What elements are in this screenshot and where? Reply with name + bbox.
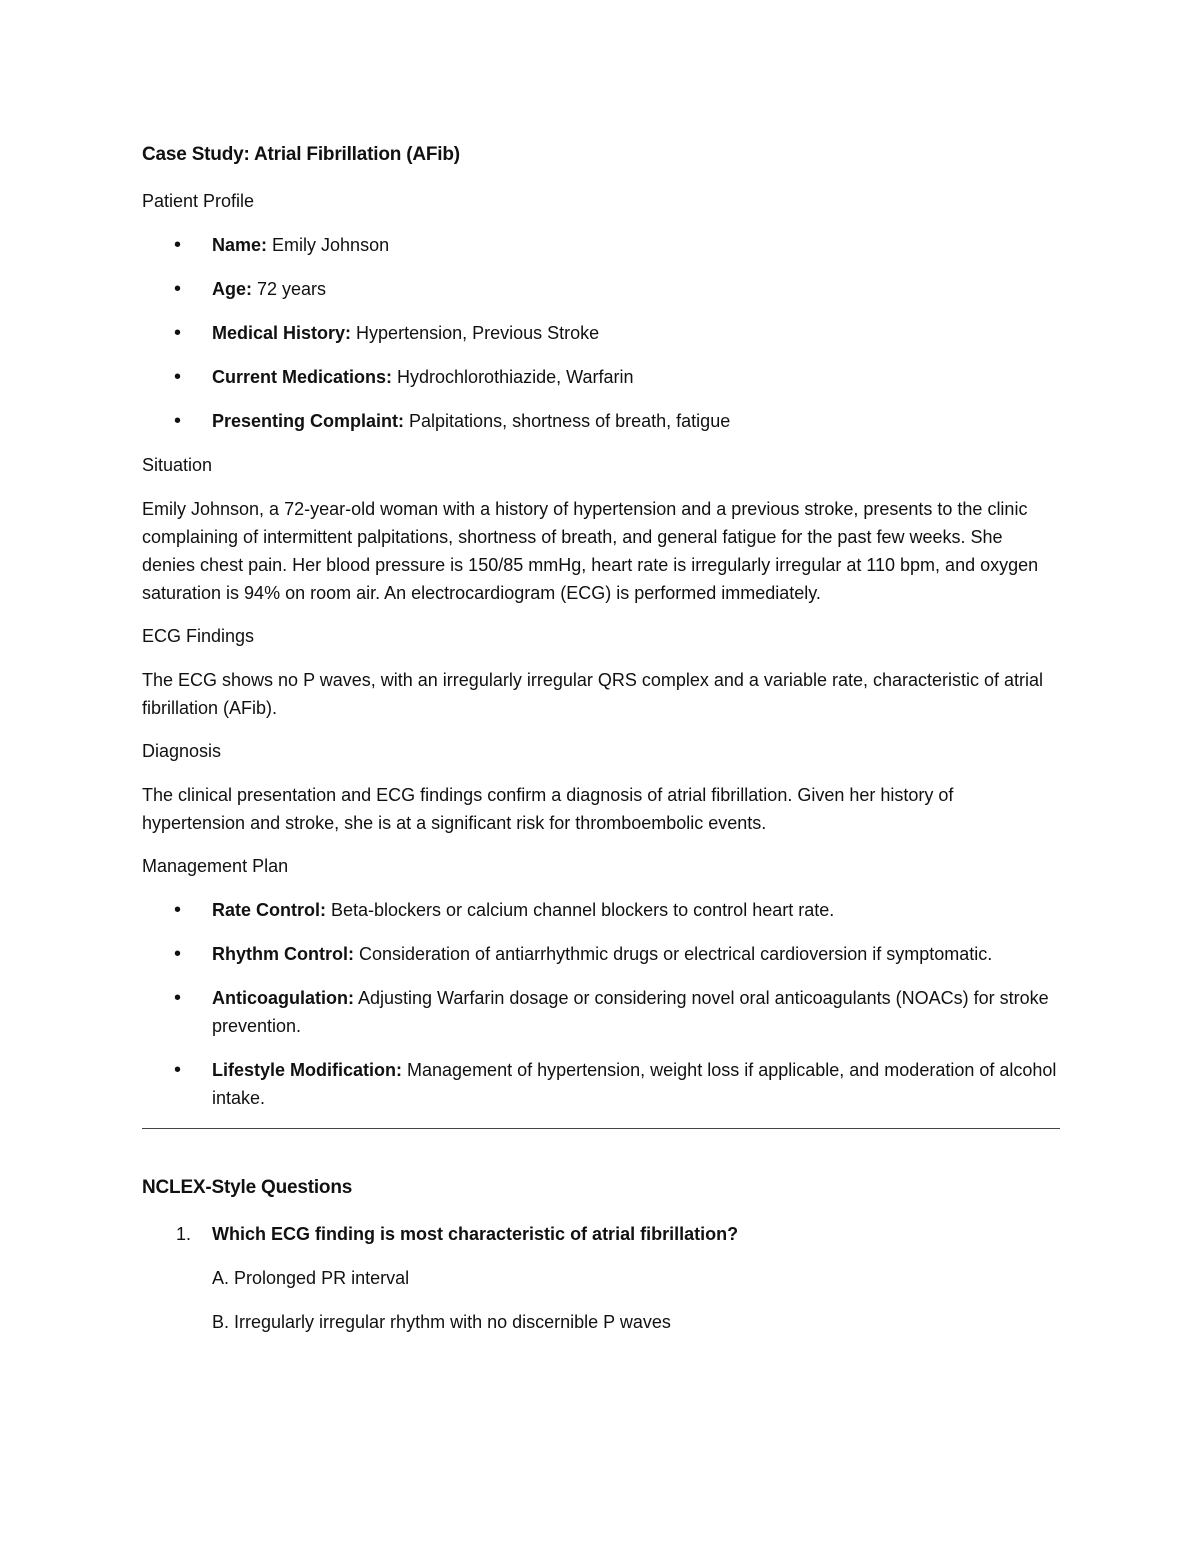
answer-option: A. Prolonged PR interval	[212, 1268, 410, 1288]
answer-option: B. Irregularly irregular rhythm with no discernible P waves	[212, 1312, 671, 1332]
list-item	[142, 363, 1060, 391]
item-value: Consideration of antiarrhythmic drugs or electrical cardioversion if symptomatic.	[353, 944, 993, 964]
item-label: Age:	[212, 279, 252, 299]
item-label: Anticoagulation:	[212, 988, 354, 1008]
management-plan-heading: Management Plan	[142, 856, 289, 876]
document-page	[142, 141, 1060, 1352]
item-label: Rhythm Control:	[212, 944, 354, 964]
management-plan-list	[142, 896, 1060, 1112]
question-item	[142, 1220, 1060, 1248]
situation-text: Emily Johnson, a 72-year-old woman with a history of hypertension and a previous stroke, presents to the clinic complaining of intermittent palpitations, shortness of breath, and general fatigue for the past few weeks. She denies chest pain. Her blood pressure is 150/85 mmHg, heart rate is irregularly irregular at 110 bpm, and oxygen saturation is 94% on room air. An electrocardiogram (ECG) is performed immediately.	[142, 499, 1039, 603]
patient-profile-heading: Patient Profile	[142, 191, 255, 211]
item-value: 72 years	[252, 279, 327, 299]
list-item	[142, 319, 1060, 347]
question-text: Which ECG finding is most characteristic of atrial fibrillation?	[212, 1224, 739, 1244]
list-item	[142, 940, 1060, 968]
item-value: Beta-blockers or calcium channel blockers to control heart rate.	[326, 900, 835, 920]
patient-profile-list	[142, 231, 1060, 435]
question-number: 1.	[176, 1224, 192, 1244]
list-item	[142, 407, 1060, 435]
item-label: Current Medications:	[212, 367, 393, 387]
item-label: Lifestyle Modification:	[212, 1060, 403, 1080]
ecg-findings-text: The ECG shows no P waves, with an irregularly irregular QRS complex and a variable rate, characteristic of atrial fibrillation (AFib).	[142, 670, 1044, 718]
list-item	[142, 896, 1060, 924]
list-item	[142, 231, 1060, 259]
item-value: Hypertension, Previous Stroke	[351, 323, 600, 343]
list-item	[142, 984, 1060, 1040]
item-value: Emily Johnson	[267, 235, 390, 255]
item-value: Management of hypertension, weight loss if applicable, and moderation of alcohol intake.	[212, 1060, 1057, 1108]
item-label: Medical History:	[212, 323, 352, 343]
document-title: Case Study: Atrial Fibrillation (AFib)	[142, 144, 460, 165]
diagnosis-text: The clinical presentation and ECG findings confirm a diagnosis of atrial fibrillation. Given her history of hypertension and stroke, she is at a significant risk for thromboembolic events.	[142, 785, 954, 833]
diagnosis-heading: Diagnosis	[142, 741, 222, 761]
item-value: Adjusting Warfarin dosage or considering novel oral anticoagulants (NOACs) for stroke prevention.	[212, 988, 1049, 1036]
item-label: Presenting Complaint:	[212, 411, 405, 431]
nclex-heading: NCLEX-Style Questions	[142, 1177, 353, 1198]
list-item	[142, 1056, 1060, 1112]
item-value: Palpitations, shortness of breath, fatigue	[404, 411, 731, 431]
horizontal-divider	[142, 1128, 1060, 1129]
item-label: Rate Control:	[212, 900, 326, 920]
item-value: Hydrochlorothiazide, Warfarin	[392, 367, 634, 387]
situation-heading: Situation	[142, 455, 213, 475]
ecg-findings-heading: ECG Findings	[142, 626, 255, 646]
list-item	[142, 275, 1060, 303]
item-label: Name:	[212, 235, 268, 255]
